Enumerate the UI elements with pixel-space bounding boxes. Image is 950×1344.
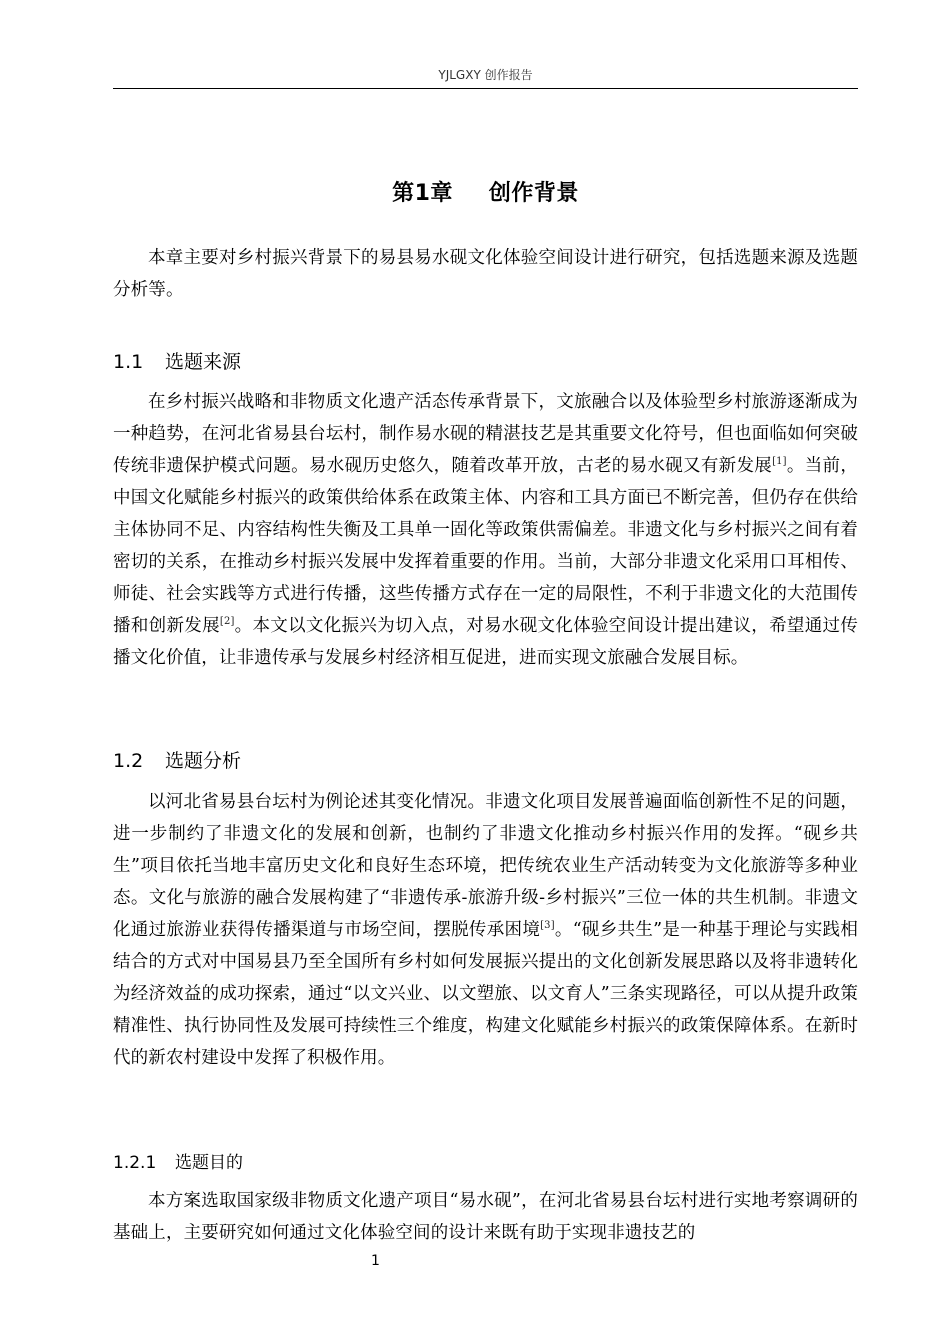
section-title: 选题目的 [175, 1153, 243, 1173]
page-number: 1 [371, 1253, 380, 1269]
citation-1: [1] [772, 456, 787, 468]
section-1-1-paragraph [113, 386, 858, 674]
chapter-number: 第1章 [392, 181, 453, 206]
text-segment: 。“砚乡共生”是一种基于理论与实践相结合的方式对中国易县乃至全国所有乡村如何发展振兴提出的文化创新发展思路以及将非遗转化为经济效益的成功探索，通过“以文兴业、以文塑旅、以文育人”三条实现路径，可以从提升政策精准性、执行协同性及发展可持续性三个维度，构建文化赋能乡村振兴的政策保障体系。在新时代的新农村建设中发挥了积极作用。 [113, 920, 858, 1068]
header-rule [113, 88, 858, 89]
section-title: 选题分析 [165, 750, 242, 772]
section-heading-1-2 [113, 746, 241, 773]
intro-paragraph: 本章主要对乡村振兴背景下的易县易水砚文化体验空间设计进行研究，包括选题来源及选题分析等。 [113, 248, 858, 300]
text-segment: 以河北省易县台坛村为例论述其变化情况。非遗文化项目发展普遍面临创新性不足的问题，进一步制约了非遗文化的发展和创新，也制约了非遗文化推动乡村振兴作用的发挥。“砚乡共生”项目依托当地丰富历史文化和良好生态环境，把传统农业生产活动转变为文化旅游等多种业态。文化与旅游的融合发展构建了“非遗传承-旅游升级-乡村振兴”三位一体的共生机制。非遗文化通过旅游业获得传播渠道与市场空间，摆脱传承困境 [113, 792, 858, 940]
section-title: 选题来源 [165, 351, 242, 373]
section-1-2-1-paragraph: 本方案选取国家级非物质文化遗产项目“易水砚”，在河北省易县台坛村进行实地考察调研的基础上，主要研究如何通过文化体验空间的设计来既有助于实现非遗技艺的 [113, 1191, 858, 1243]
section-number: 1.1 [113, 351, 144, 373]
section-heading-1-2-1 [113, 1148, 243, 1173]
citation-3: [3] [540, 920, 555, 932]
chapter-name: 创作背景 [488, 181, 579, 206]
section-number: 1.2.1 [113, 1153, 157, 1173]
chapter-title [113, 176, 858, 207]
text-segment: 在乡村振兴战略和非物质文化遗产活态传承背景下，文旅融合以及体验型乡村旅游逐渐成为一种趋势，在河北省易县台坛村，制作易水砚的精湛技艺是其重要文化符号，但也面临如何突破传统非遗保护模式问题。易水砚历史悠久，随着改革开放，古老的易水砚又有新发展 [113, 392, 858, 476]
text-segment: 。当前，中国文化赋能乡村振兴的政策供给体系在政策主体、内容和工具方面已不断完善，但仍存在供给主体协同不足、内容结构性失衡及工具单一固化等政策供需偏差。非遗文化与乡村振兴之间有着密切的关系，在推动乡村振兴发展中发挥着重要的作用。当前，大部分非遗文化采用口耳相传、师徒、社会实践等方式进行传播，这些传播方式存在一定的局限性，不利于非遗文化的大范围传播和创新发展 [113, 456, 858, 636]
citation-2: [2] [219, 616, 235, 628]
section-1-2-paragraph [113, 786, 858, 1074]
section-number: 1.2 [113, 750, 144, 772]
running-header: YJLGXY 创作报告 [438, 68, 533, 82]
text-segment: 。本文以文化振兴为切入点，对易水砚文化体验空间设计提出建议，希望通过传播文化价值，让非遗传承与发展乡村经济相互促进，进而实现文旅融合发展目标。 [113, 616, 858, 668]
section-heading-1-1 [113, 347, 241, 374]
